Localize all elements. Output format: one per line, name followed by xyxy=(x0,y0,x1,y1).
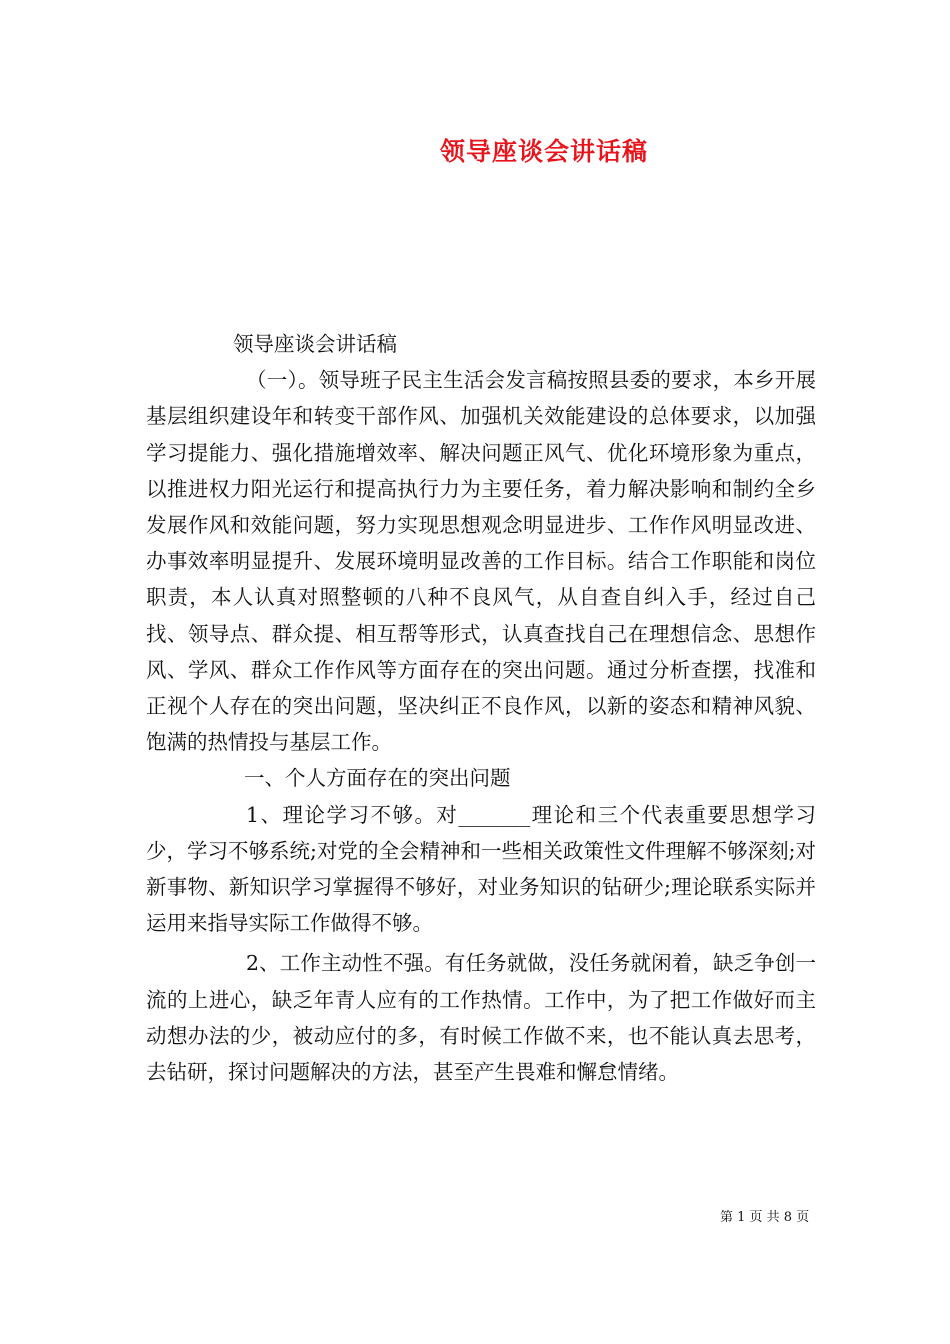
document-subtitle: 领导座谈会讲话稿 xyxy=(233,332,397,356)
section-heading: 一、个人方面存在的突出问题 xyxy=(244,766,511,791)
document-body xyxy=(146,326,816,1090)
item-2-paragraph: 2、工作主动性不强。有任务就做，没任务就闲着，缺乏争创一流的上进心，缺乏年青人应有的工作热情。工作中，为了把工作做好而主动想办法的少，被动应付的多，有时候工作做不来，也不能认真去思考，去钻研，探讨问题解决的方法，甚至产生畏难和懈怠情绪。 xyxy=(146,951,816,1085)
intro-paragraph: （一）。领导班子民主生活会发言稿按照县委的要求，本乡开展基层组织建设年和转变干部作风、加强机关效能建设的总体要求，以加强学习提能力、强化措施增效率、解决问题正风气、优化环境形象为重点，以推进权力阳光运行和提高执行力为主要任务，着力解决影响和制约全乡发展作风和效能问题，努力实现思想观念明显进步、工作作风明显改进、办事效率明显提升、发展环境明显改善的工作目标。结合工作职能和岗位职责，本人认真对照整顿的八种不良风气，从自查自纠入手，经过自己找、领导点、群众提、相互帮等形式，认真查找自己在理想信念、思想作风、学风、群众工作作风等方面存在的突出问题。通过分析查摆，找准和正视个人存在的突出问题，坚决纠正不良作风，以新的姿态和精神风貌、饱满的热情投与基层工作。 xyxy=(146,368,816,755)
item-1-paragraph: 1、理论学习不够。对_______理论和三个代表重要思想学习少，学习不够系统;对党的全会精神和一些相关政策性文件理解不够深刻;对新事物、新知识学习掌握得不够好，对业务知识的钻研少;理论联系实际并运用来指导实际工作做得不够。 xyxy=(146,802,816,936)
document-title: 领导座谈会讲话稿 xyxy=(440,137,649,166)
page-number-footer: 第 1 页 共 8 页 xyxy=(720,1210,810,1225)
